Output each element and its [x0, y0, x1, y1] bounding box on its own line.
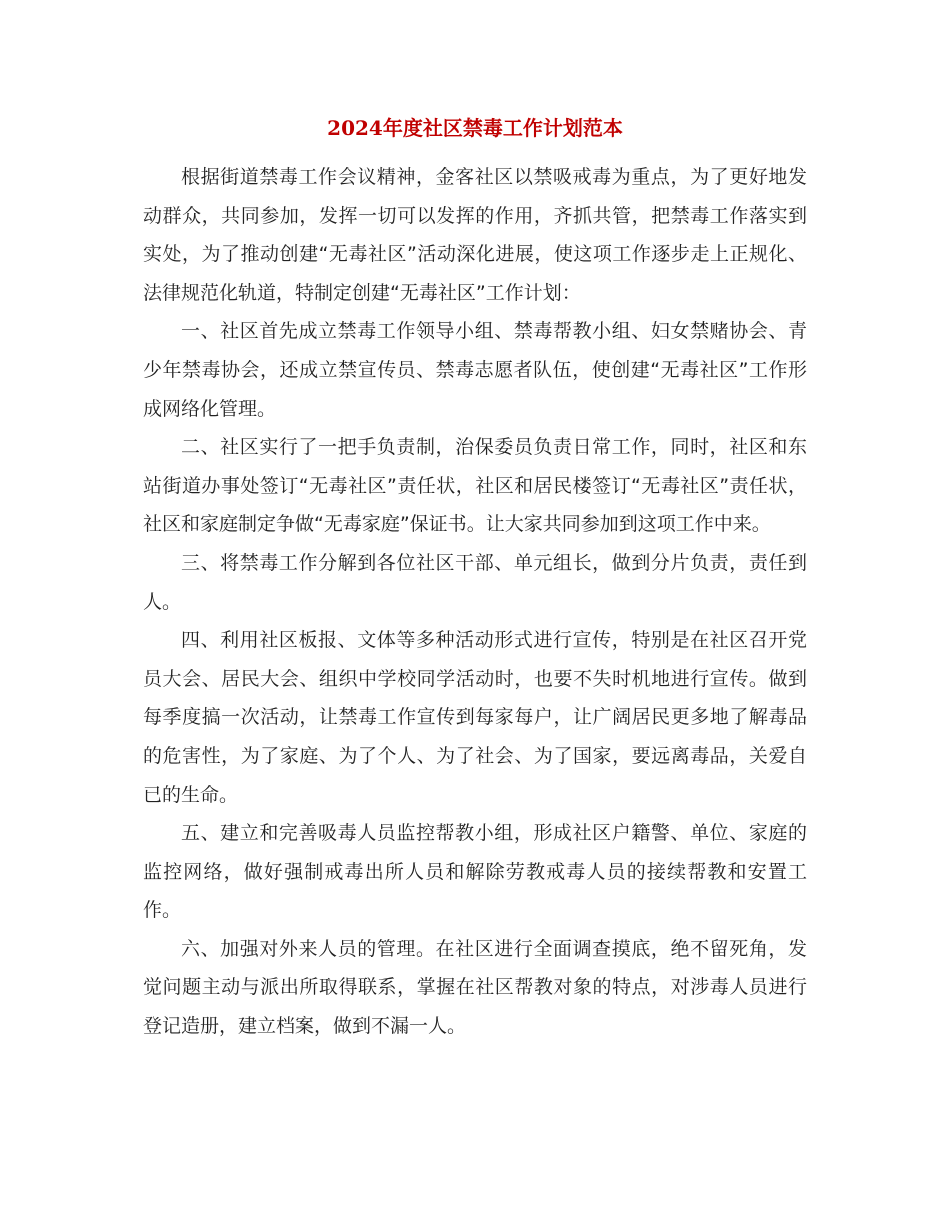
paragraph-item-1: 一、社区首先成立禁毒工作领导小组、禁毒帮教小组、妇女禁赌协会、青少年禁毒协会，还成立禁宣传员、禁毒志愿者队伍，使创建“无毒社区”工作形成网络化管理。	[143, 320, 807, 420]
document-body	[143, 158, 807, 1046]
paragraph-item-2: 二、社区实行了一把手负责制，治保委员负责日常工作，同时，社区和东站街道办事处签订“无毒社区”责任状，社区和居民楼签订“无毒社区”责任状，社区和家庭制定争做“无毒家庭”保证书。让大家共同参加到这项工作中来。	[143, 436, 807, 536]
document-title: 2024年度社区禁毒工作计划范本	[327, 116, 623, 140]
paragraph-item-6: 六、加强对外来人员的管理。在社区进行全面调查摸底，绝不留死角，发觉问题主动与派出所取得联系，掌握在社区帮教对象的特点，对涉毒人员进行登记造册，建立档案，做到不漏一人。	[143, 937, 807, 1038]
paragraph-item-3: 三、将禁毒工作分解到各位社区干部、单元组长，做到分片负责，责任到人。	[143, 551, 807, 613]
paragraph-intro: 根据街道禁毒工作会议精神，金客社区以禁吸戒毒为重点，为了更好地发动群众，共同参加，发挥一切可以发挥的作用，齐抓共管，把禁毒工作落实到实处，为了推动创建“无毒社区”活动深化进展，使这项工作逐步走上正规化、法律规范化轨道，特制定创建“无毒社区”工作计划：	[143, 166, 807, 304]
paragraph-item-4: 四、利用社区板报、文体等多种活动形式进行宣传，特别是在社区召开党员大会、居民大会、组织中学校同学活动时，也要不失时机地进行宣传。做到每季度搞一次活动，让禁毒工作宣传到每家每户，让广阔居民更多地了解毒品的危害性，为了家庭、为了个人、为了社会、为了国家，要远离毒品，关爱自已的生命。	[143, 629, 807, 806]
paragraph-item-5: 五、建立和完善吸毒人员监控帮教小组，形成社区户籍警、单位、家庭的监控网络，做好强制戒毒出所人员和解除劳教戒毒人员的接续帮教和安置工作。	[143, 822, 807, 922]
